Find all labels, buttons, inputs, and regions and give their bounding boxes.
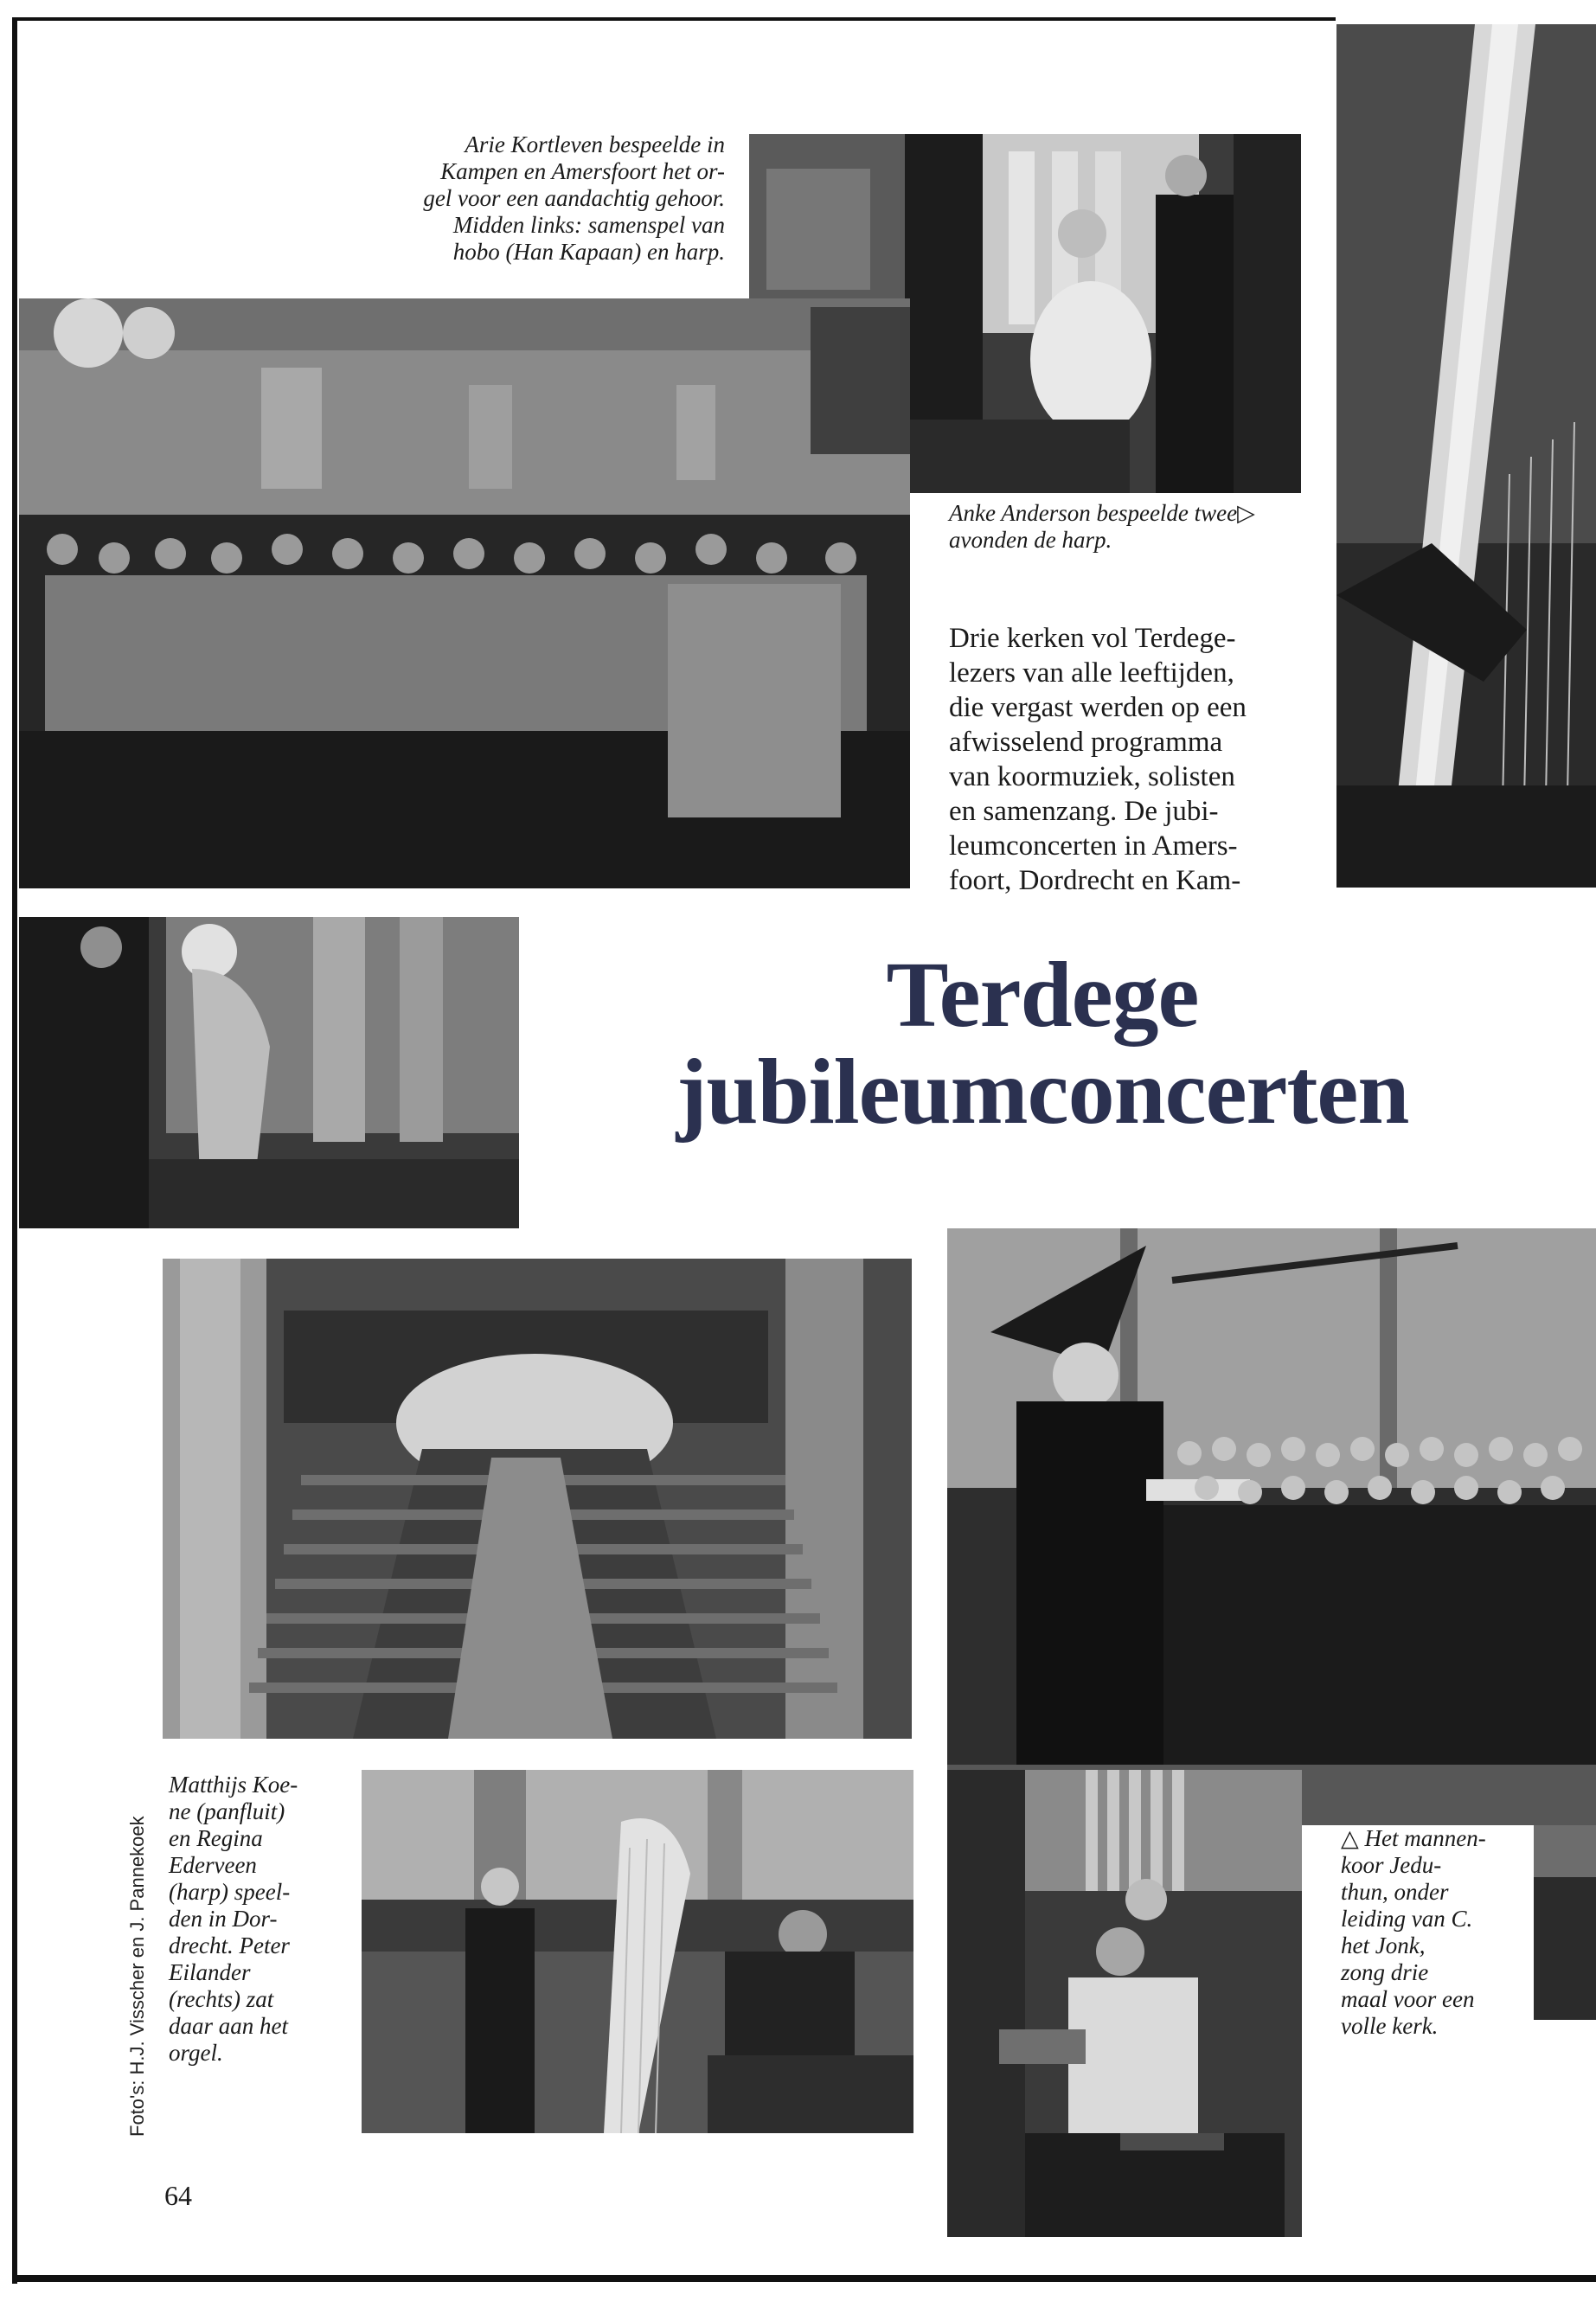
photo-oboe-harp <box>19 917 519 1228</box>
page-title: Terdege jubileumconcerten <box>676 944 1409 1144</box>
frame-top-rule <box>12 17 1336 21</box>
photo-audience <box>19 298 910 888</box>
photo-organ-dordrecht <box>947 1770 1302 2237</box>
frame-left-rule <box>12 17 17 2284</box>
page-number: 64 <box>164 2180 192 2211</box>
photo-harp-closeup <box>1336 24 1596 888</box>
photo-choir-sliver <box>1534 1825 1596 2020</box>
article-intro: Drie kerken vol Terdege- lezers van alle leeftijden, die vergast werden op een afwisselend programma van koormuziek, solisten en samenzang. De jubi- leumconcerten in Amers- foort, Dordrecht en Kam- <box>949 623 1247 896</box>
caption-organ-top: Arie Kortleven bespeelde in Kampen en Amersfoort het or- gel voor een aandachtig gehoor. Midden links: samenspel van hobo (Han Kapaan) en harp. <box>423 131 725 265</box>
photo-panflute-harp <box>362 1770 913 2133</box>
caption-panflute: Matthijs Koe- ne (panfluit) en Regina Ederveen (harp) speel- den in Dor- drecht. Peter Eilander (rechts) zat daar aan het orgel. <box>169 1772 298 2066</box>
photo-male-choir <box>947 1228 1596 1825</box>
frame-bottom-rule <box>12 2275 1596 2282</box>
caption-choir: △ Het mannen- koor Jedu- thun, onder leiding van C. het Jonk, zong drie maal voor een volle kerk. <box>1341 1825 1486 2039</box>
caption-harp-anke: Anke Anderson bespeelde twee▷ avonden de harp. <box>949 500 1255 553</box>
photo-credit: Foto's: H.J. Visscher en J. Pannekoek <box>126 1816 148 2137</box>
photo-church-overview <box>163 1259 912 1739</box>
